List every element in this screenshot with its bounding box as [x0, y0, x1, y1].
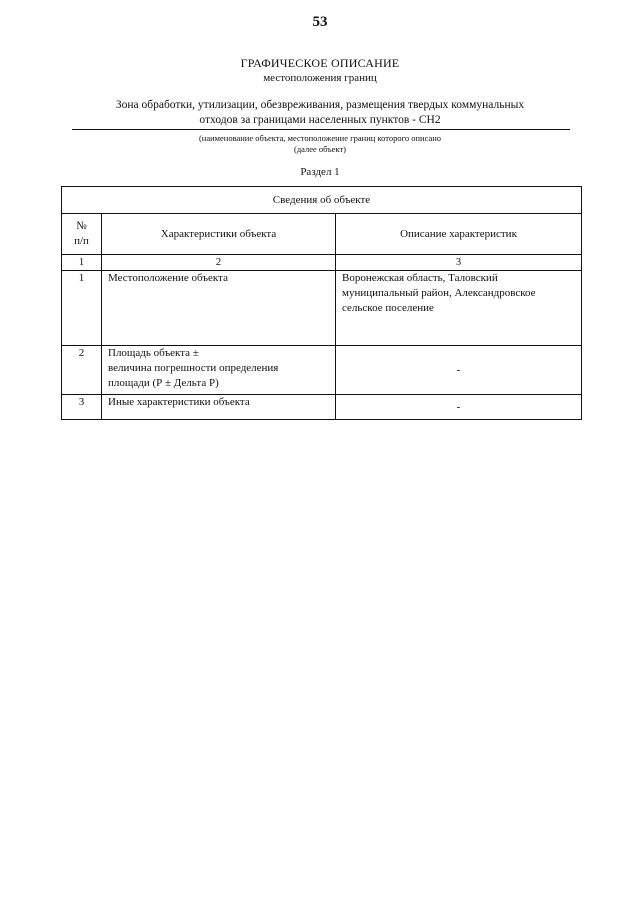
row-description: - — [336, 346, 582, 395]
column-number: 2 — [102, 255, 336, 271]
object-name-line-2: отходов за границами населенных пунктов - СН2 — [199, 114, 441, 126]
table-row — [62, 395, 582, 420]
table-caption-row — [62, 187, 582, 214]
table-header-row — [62, 214, 582, 255]
row-description: - — [336, 395, 582, 420]
description-line: сельское поселение — [342, 302, 434, 314]
object-caption-line-1: (наименование объекта, местоположение границ которого описано — [198, 133, 442, 143]
table-row — [62, 271, 582, 346]
description-line: Воронежская область, Таловский — [342, 272, 498, 284]
table-caption: Сведения об объекте — [62, 187, 582, 214]
row-characteristic: Местоположение объекта — [102, 271, 336, 346]
column-number-row — [62, 255, 582, 271]
document-subtitle: местоположения границ — [263, 72, 377, 84]
row-description — [336, 271, 582, 346]
section-label: Раздел 1 — [300, 166, 340, 178]
header-characteristics: Характеристики объекта — [102, 214, 336, 255]
object-name — [60, 98, 580, 128]
table-row — [62, 346, 582, 395]
header-num-line-2: п/п — [74, 235, 89, 247]
row-characteristic — [102, 346, 336, 395]
document-title: ГРАФИЧЕСКОЕ ОПИСАНИЕ — [240, 56, 400, 70]
object-name-underline — [72, 129, 570, 130]
row-number: 1 — [62, 271, 102, 346]
column-number: 1 — [62, 255, 102, 271]
description-line: муниципальный район, Александровское — [342, 287, 536, 299]
characteristic-line: Площадь объекта ± — [108, 347, 199, 359]
page-number: 53 — [312, 14, 328, 30]
object-info-table — [61, 186, 582, 420]
object-caption — [60, 133, 580, 155]
characteristic-line: величина погрешности определения — [108, 362, 279, 374]
object-caption-line-2: (далее объект) — [293, 144, 346, 154]
object-name-line-1: Зона обработки, утилизации, обезвреживания, размещения твердых коммунальных — [115, 99, 525, 111]
header-num-line-1: № — [76, 220, 87, 232]
characteristic-line: площади (Р ± Дельта Р) — [108, 377, 219, 389]
row-characteristic: Иные характеристики объекта — [102, 395, 336, 420]
row-number: 2 — [62, 346, 102, 395]
header-num — [62, 214, 102, 255]
header-description: Описание характеристик — [336, 214, 582, 255]
row-number: 3 — [62, 395, 102, 420]
column-number: 3 — [336, 255, 582, 271]
